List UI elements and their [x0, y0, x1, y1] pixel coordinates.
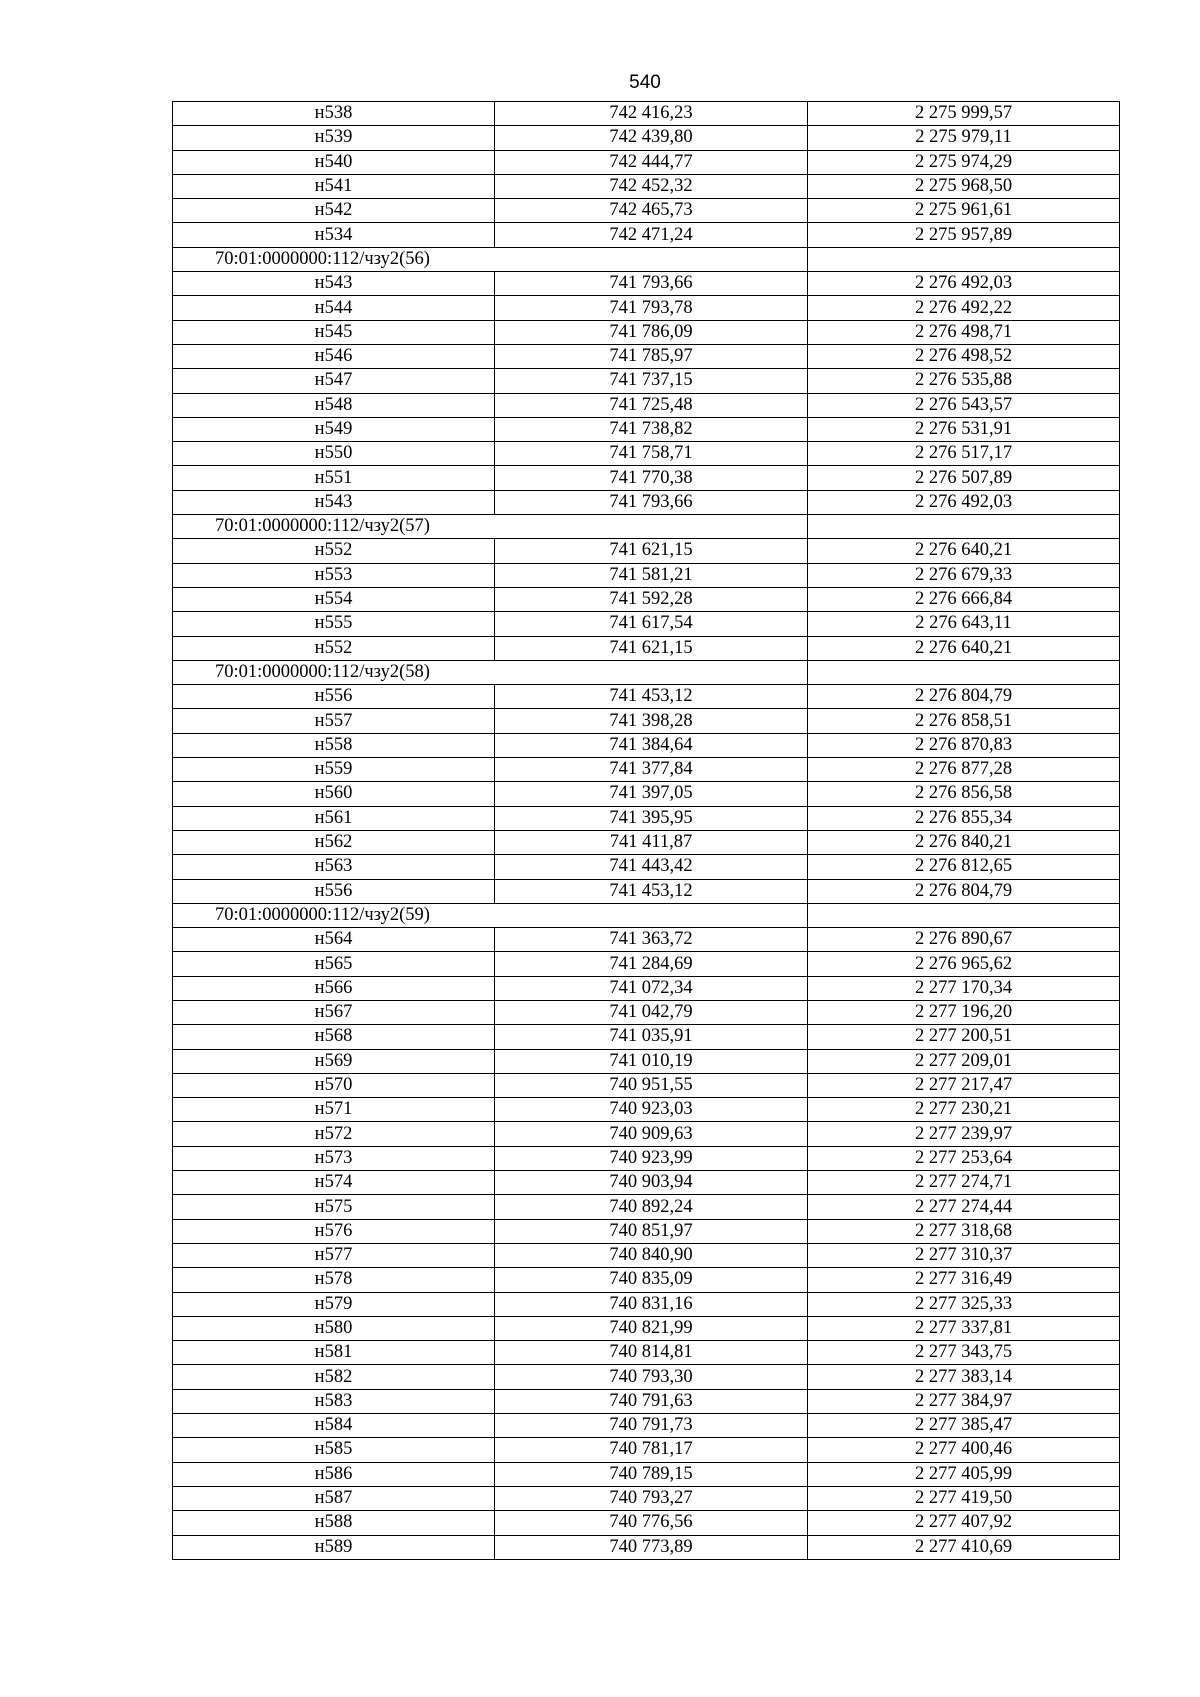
y-coordinate-cell: 2 276 804,79	[808, 879, 1120, 903]
point-name-cell: н561	[173, 806, 495, 830]
table-row	[173, 1462, 1120, 1486]
section-row	[173, 515, 1120, 539]
table-row	[173, 879, 1120, 903]
point-name-cell: н573	[173, 1146, 495, 1170]
point-name-cell: н578	[173, 1268, 495, 1292]
table-row	[173, 296, 1120, 320]
x-coordinate-cell: 741 621,15	[495, 636, 808, 660]
point-name-cell: н545	[173, 320, 495, 344]
y-coordinate-cell: 2 277 196,20	[808, 1000, 1120, 1024]
point-name-cell: н541	[173, 174, 495, 198]
table-row	[173, 685, 1120, 709]
point-name-cell: н587	[173, 1486, 495, 1510]
table-row	[173, 733, 1120, 757]
y-coordinate-cell: 2 277 384,97	[808, 1389, 1120, 1413]
x-coordinate-cell: 741 786,09	[495, 320, 808, 344]
x-coordinate-cell: 740 789,15	[495, 1462, 808, 1486]
y-coordinate-cell: 2 277 274,71	[808, 1171, 1120, 1195]
y-coordinate-cell: 2 277 217,47	[808, 1073, 1120, 1097]
y-coordinate-cell: 2 277 419,50	[808, 1486, 1120, 1510]
section-row	[173, 660, 1120, 684]
x-coordinate-cell: 741 072,34	[495, 976, 808, 1000]
table-row	[173, 1171, 1120, 1195]
x-coordinate-cell: 741 397,05	[495, 782, 808, 806]
y-coordinate-cell: 2 277 310,37	[808, 1243, 1120, 1267]
y-coordinate-cell: 2 276 498,71	[808, 320, 1120, 344]
table-row	[173, 758, 1120, 782]
y-coordinate-cell: 2 276 492,22	[808, 296, 1120, 320]
point-name-cell: н569	[173, 1049, 495, 1073]
y-coordinate-cell: 2 275 974,29	[808, 150, 1120, 174]
y-coordinate-cell: 2 276 517,17	[808, 442, 1120, 466]
table-row	[173, 782, 1120, 806]
table-row	[173, 490, 1120, 514]
y-coordinate-cell: 2 276 812,65	[808, 855, 1120, 879]
y-coordinate-cell: 2 277 230,21	[808, 1098, 1120, 1122]
point-name-cell: н567	[173, 1000, 495, 1024]
table-row	[173, 1316, 1120, 1340]
x-coordinate-cell: 741 411,87	[495, 830, 808, 854]
y-coordinate-cell: 2 277 318,68	[808, 1219, 1120, 1243]
section-row	[173, 247, 1120, 271]
point-name-cell: н556	[173, 685, 495, 709]
y-coordinate-cell: 2 276 679,33	[808, 563, 1120, 587]
point-name-cell: н570	[173, 1073, 495, 1097]
x-coordinate-cell: 741 793,66	[495, 490, 808, 514]
x-coordinate-cell: 741 581,21	[495, 563, 808, 587]
x-coordinate-cell: 740 951,55	[495, 1073, 808, 1097]
x-coordinate-cell: 742 439,80	[495, 126, 808, 150]
table-row	[173, 539, 1120, 563]
table-row	[173, 442, 1120, 466]
empty-cell	[808, 660, 1120, 684]
x-coordinate-cell: 741 010,19	[495, 1049, 808, 1073]
table-row	[173, 855, 1120, 879]
point-name-cell: н562	[173, 830, 495, 854]
table-row	[173, 1438, 1120, 1462]
x-coordinate-cell: 741 398,28	[495, 709, 808, 733]
x-coordinate-cell: 741 737,15	[495, 369, 808, 393]
y-coordinate-cell: 2 276 856,58	[808, 782, 1120, 806]
y-coordinate-cell: 2 277 343,75	[808, 1341, 1120, 1365]
x-coordinate-cell: 741 725,48	[495, 393, 808, 417]
x-coordinate-cell: 740 909,63	[495, 1122, 808, 1146]
point-name-cell: н583	[173, 1389, 495, 1413]
table-row	[173, 1365, 1120, 1389]
x-coordinate-cell: 742 452,32	[495, 174, 808, 198]
table-row	[173, 563, 1120, 587]
y-coordinate-cell: 2 276 643,11	[808, 612, 1120, 636]
x-coordinate-cell: 741 284,69	[495, 952, 808, 976]
section-row	[173, 903, 1120, 927]
y-coordinate-cell: 2 277 337,81	[808, 1316, 1120, 1340]
x-coordinate-cell: 740 840,90	[495, 1243, 808, 1267]
table-row	[173, 1073, 1120, 1097]
table-row	[173, 320, 1120, 344]
empty-cell	[808, 515, 1120, 539]
x-coordinate-cell: 741 592,28	[495, 587, 808, 611]
x-coordinate-cell: 741 384,64	[495, 733, 808, 757]
table-row	[173, 369, 1120, 393]
x-coordinate-cell: 740 821,99	[495, 1316, 808, 1340]
table-row	[173, 1341, 1120, 1365]
y-coordinate-cell: 2 277 253,64	[808, 1146, 1120, 1170]
point-name-cell: н534	[173, 223, 495, 247]
x-coordinate-cell: 740 851,97	[495, 1219, 808, 1243]
table-row	[173, 272, 1120, 296]
y-coordinate-cell: 2 276 877,28	[808, 758, 1120, 782]
table-row	[173, 952, 1120, 976]
section-label: 70:01:0000000:112/чзу2(59)	[173, 903, 808, 927]
point-name-cell: н552	[173, 539, 495, 563]
x-coordinate-cell: 741 617,54	[495, 612, 808, 636]
y-coordinate-cell: 2 276 640,21	[808, 636, 1120, 660]
table-row	[173, 417, 1120, 441]
table-row	[173, 1195, 1120, 1219]
y-coordinate-cell: 2 275 968,50	[808, 174, 1120, 198]
point-name-cell: н585	[173, 1438, 495, 1462]
point-name-cell: н564	[173, 928, 495, 952]
point-name-cell: н579	[173, 1292, 495, 1316]
table-row	[173, 344, 1120, 368]
coordinates-table	[172, 101, 1120, 1560]
table-row	[173, 1098, 1120, 1122]
empty-cell	[808, 247, 1120, 271]
x-coordinate-cell: 741 453,12	[495, 879, 808, 903]
y-coordinate-cell: 2 277 209,01	[808, 1049, 1120, 1073]
y-coordinate-cell: 2 276 804,79	[808, 685, 1120, 709]
x-coordinate-cell: 741 738,82	[495, 417, 808, 441]
x-coordinate-cell: 741 035,91	[495, 1025, 808, 1049]
x-coordinate-cell: 740 791,63	[495, 1389, 808, 1413]
table-row	[173, 466, 1120, 490]
x-coordinate-cell: 740 923,99	[495, 1146, 808, 1170]
table-row	[173, 1414, 1120, 1438]
table-row	[173, 1389, 1120, 1413]
point-name-cell: н550	[173, 442, 495, 466]
y-coordinate-cell: 2 276 507,89	[808, 466, 1120, 490]
x-coordinate-cell: 742 416,23	[495, 102, 808, 126]
point-name-cell: н580	[173, 1316, 495, 1340]
point-name-cell: н548	[173, 393, 495, 417]
section-label: 70:01:0000000:112/чзу2(56)	[173, 247, 808, 271]
table-row	[173, 1049, 1120, 1073]
point-name-cell: н539	[173, 126, 495, 150]
point-name-cell: н553	[173, 563, 495, 587]
point-name-cell: н543	[173, 272, 495, 296]
point-name-cell: н558	[173, 733, 495, 757]
table-row	[173, 1146, 1120, 1170]
table-row	[173, 1000, 1120, 1024]
table-row	[173, 976, 1120, 1000]
y-coordinate-cell: 2 276 666,84	[808, 587, 1120, 611]
point-name-cell: н549	[173, 417, 495, 441]
table-row	[173, 1486, 1120, 1510]
y-coordinate-cell: 2 276 492,03	[808, 490, 1120, 514]
y-coordinate-cell: 2 277 239,97	[808, 1122, 1120, 1146]
x-coordinate-cell: 741 042,79	[495, 1000, 808, 1024]
x-coordinate-cell: 741 377,84	[495, 758, 808, 782]
point-name-cell: н575	[173, 1195, 495, 1219]
x-coordinate-cell: 741 785,97	[495, 344, 808, 368]
table-row	[173, 612, 1120, 636]
point-name-cell: н554	[173, 587, 495, 611]
x-coordinate-cell: 740 814,81	[495, 1341, 808, 1365]
table-row	[173, 1292, 1120, 1316]
x-coordinate-cell: 740 793,27	[495, 1486, 808, 1510]
point-name-cell: н577	[173, 1243, 495, 1267]
table-row	[173, 1535, 1120, 1559]
y-coordinate-cell: 2 277 405,99	[808, 1462, 1120, 1486]
y-coordinate-cell: 2 276 531,91	[808, 417, 1120, 441]
x-coordinate-cell: 741 770,38	[495, 466, 808, 490]
section-label: 70:01:0000000:112/чзу2(57)	[173, 515, 808, 539]
y-coordinate-cell: 2 276 498,52	[808, 344, 1120, 368]
point-name-cell: н586	[173, 1462, 495, 1486]
point-name-cell: н582	[173, 1365, 495, 1389]
point-name-cell: н546	[173, 344, 495, 368]
point-name-cell: н560	[173, 782, 495, 806]
point-name-cell: н557	[173, 709, 495, 733]
point-name-cell: н565	[173, 952, 495, 976]
point-name-cell: н571	[173, 1098, 495, 1122]
point-name-cell: н543	[173, 490, 495, 514]
y-coordinate-cell: 2 276 855,34	[808, 806, 1120, 830]
table-row	[173, 928, 1120, 952]
y-coordinate-cell: 2 276 870,83	[808, 733, 1120, 757]
table-row	[173, 830, 1120, 854]
table-row	[173, 393, 1120, 417]
point-name-cell: н589	[173, 1535, 495, 1559]
y-coordinate-cell: 2 275 979,11	[808, 126, 1120, 150]
table-row	[173, 174, 1120, 198]
table-row	[173, 150, 1120, 174]
y-coordinate-cell: 2 277 274,44	[808, 1195, 1120, 1219]
x-coordinate-cell: 742 444,77	[495, 150, 808, 174]
y-coordinate-cell: 2 277 407,92	[808, 1511, 1120, 1535]
y-coordinate-cell: 2 276 492,03	[808, 272, 1120, 296]
x-coordinate-cell: 742 465,73	[495, 199, 808, 223]
x-coordinate-cell: 741 621,15	[495, 539, 808, 563]
table-row	[173, 1243, 1120, 1267]
x-coordinate-cell: 741 793,78	[495, 296, 808, 320]
y-coordinate-cell: 2 277 200,51	[808, 1025, 1120, 1049]
x-coordinate-cell: 740 773,89	[495, 1535, 808, 1559]
empty-cell	[808, 903, 1120, 927]
y-coordinate-cell: 2 277 170,34	[808, 976, 1120, 1000]
point-name-cell: н566	[173, 976, 495, 1000]
x-coordinate-cell: 740 903,94	[495, 1171, 808, 1195]
table-row	[173, 1025, 1120, 1049]
y-coordinate-cell: 2 277 400,46	[808, 1438, 1120, 1462]
table-row	[173, 636, 1120, 660]
x-coordinate-cell: 740 892,24	[495, 1195, 808, 1219]
point-name-cell: н542	[173, 199, 495, 223]
x-coordinate-cell: 742 471,24	[495, 223, 808, 247]
x-coordinate-cell: 741 363,72	[495, 928, 808, 952]
table-row	[173, 709, 1120, 733]
section-label: 70:01:0000000:112/чзу2(58)	[173, 660, 808, 684]
x-coordinate-cell: 740 835,09	[495, 1268, 808, 1292]
point-name-cell: н572	[173, 1122, 495, 1146]
x-coordinate-cell: 741 443,42	[495, 855, 808, 879]
table-row	[173, 1268, 1120, 1292]
x-coordinate-cell: 740 923,03	[495, 1098, 808, 1122]
y-coordinate-cell: 2 276 840,21	[808, 830, 1120, 854]
point-name-cell: н584	[173, 1414, 495, 1438]
table-row	[173, 1122, 1120, 1146]
point-name-cell: н559	[173, 758, 495, 782]
y-coordinate-cell: 2 276 965,62	[808, 952, 1120, 976]
coordinates-table-body	[173, 102, 1120, 1560]
y-coordinate-cell: 2 277 383,14	[808, 1365, 1120, 1389]
point-name-cell: н588	[173, 1511, 495, 1535]
table-row	[173, 126, 1120, 150]
x-coordinate-cell: 740 793,30	[495, 1365, 808, 1389]
y-coordinate-cell: 2 277 385,47	[808, 1414, 1120, 1438]
point-name-cell: н555	[173, 612, 495, 636]
y-coordinate-cell: 2 276 535,88	[808, 369, 1120, 393]
point-name-cell: н556	[173, 879, 495, 903]
y-coordinate-cell: 2 276 858,51	[808, 709, 1120, 733]
point-name-cell: н552	[173, 636, 495, 660]
page-number: 540	[629, 72, 661, 93]
y-coordinate-cell: 2 275 957,89	[808, 223, 1120, 247]
point-name-cell: н538	[173, 102, 495, 126]
table-row	[173, 223, 1120, 247]
point-name-cell: н540	[173, 150, 495, 174]
x-coordinate-cell: 740 781,17	[495, 1438, 808, 1462]
point-name-cell: н576	[173, 1219, 495, 1243]
table-row	[173, 806, 1120, 830]
x-coordinate-cell: 740 776,56	[495, 1511, 808, 1535]
table-row	[173, 199, 1120, 223]
point-name-cell: н574	[173, 1171, 495, 1195]
x-coordinate-cell: 741 793,66	[495, 272, 808, 296]
y-coordinate-cell: 2 275 961,61	[808, 199, 1120, 223]
table-row	[173, 102, 1120, 126]
table-row	[173, 587, 1120, 611]
y-coordinate-cell: 2 277 316,49	[808, 1268, 1120, 1292]
point-name-cell: н568	[173, 1025, 495, 1049]
y-coordinate-cell: 2 275 999,57	[808, 102, 1120, 126]
point-name-cell: н547	[173, 369, 495, 393]
table-row	[173, 1511, 1120, 1535]
point-name-cell: н544	[173, 296, 495, 320]
x-coordinate-cell: 741 453,12	[495, 685, 808, 709]
table-row	[173, 1219, 1120, 1243]
x-coordinate-cell: 740 831,16	[495, 1292, 808, 1316]
point-name-cell: н551	[173, 466, 495, 490]
point-name-cell: н581	[173, 1341, 495, 1365]
y-coordinate-cell: 2 276 640,21	[808, 539, 1120, 563]
y-coordinate-cell: 2 276 543,57	[808, 393, 1120, 417]
y-coordinate-cell: 2 276 890,67	[808, 928, 1120, 952]
y-coordinate-cell: 2 277 325,33	[808, 1292, 1120, 1316]
x-coordinate-cell: 740 791,73	[495, 1414, 808, 1438]
x-coordinate-cell: 741 395,95	[495, 806, 808, 830]
point-name-cell: н563	[173, 855, 495, 879]
x-coordinate-cell: 741 758,71	[495, 442, 808, 466]
y-coordinate-cell: 2 277 410,69	[808, 1535, 1120, 1559]
